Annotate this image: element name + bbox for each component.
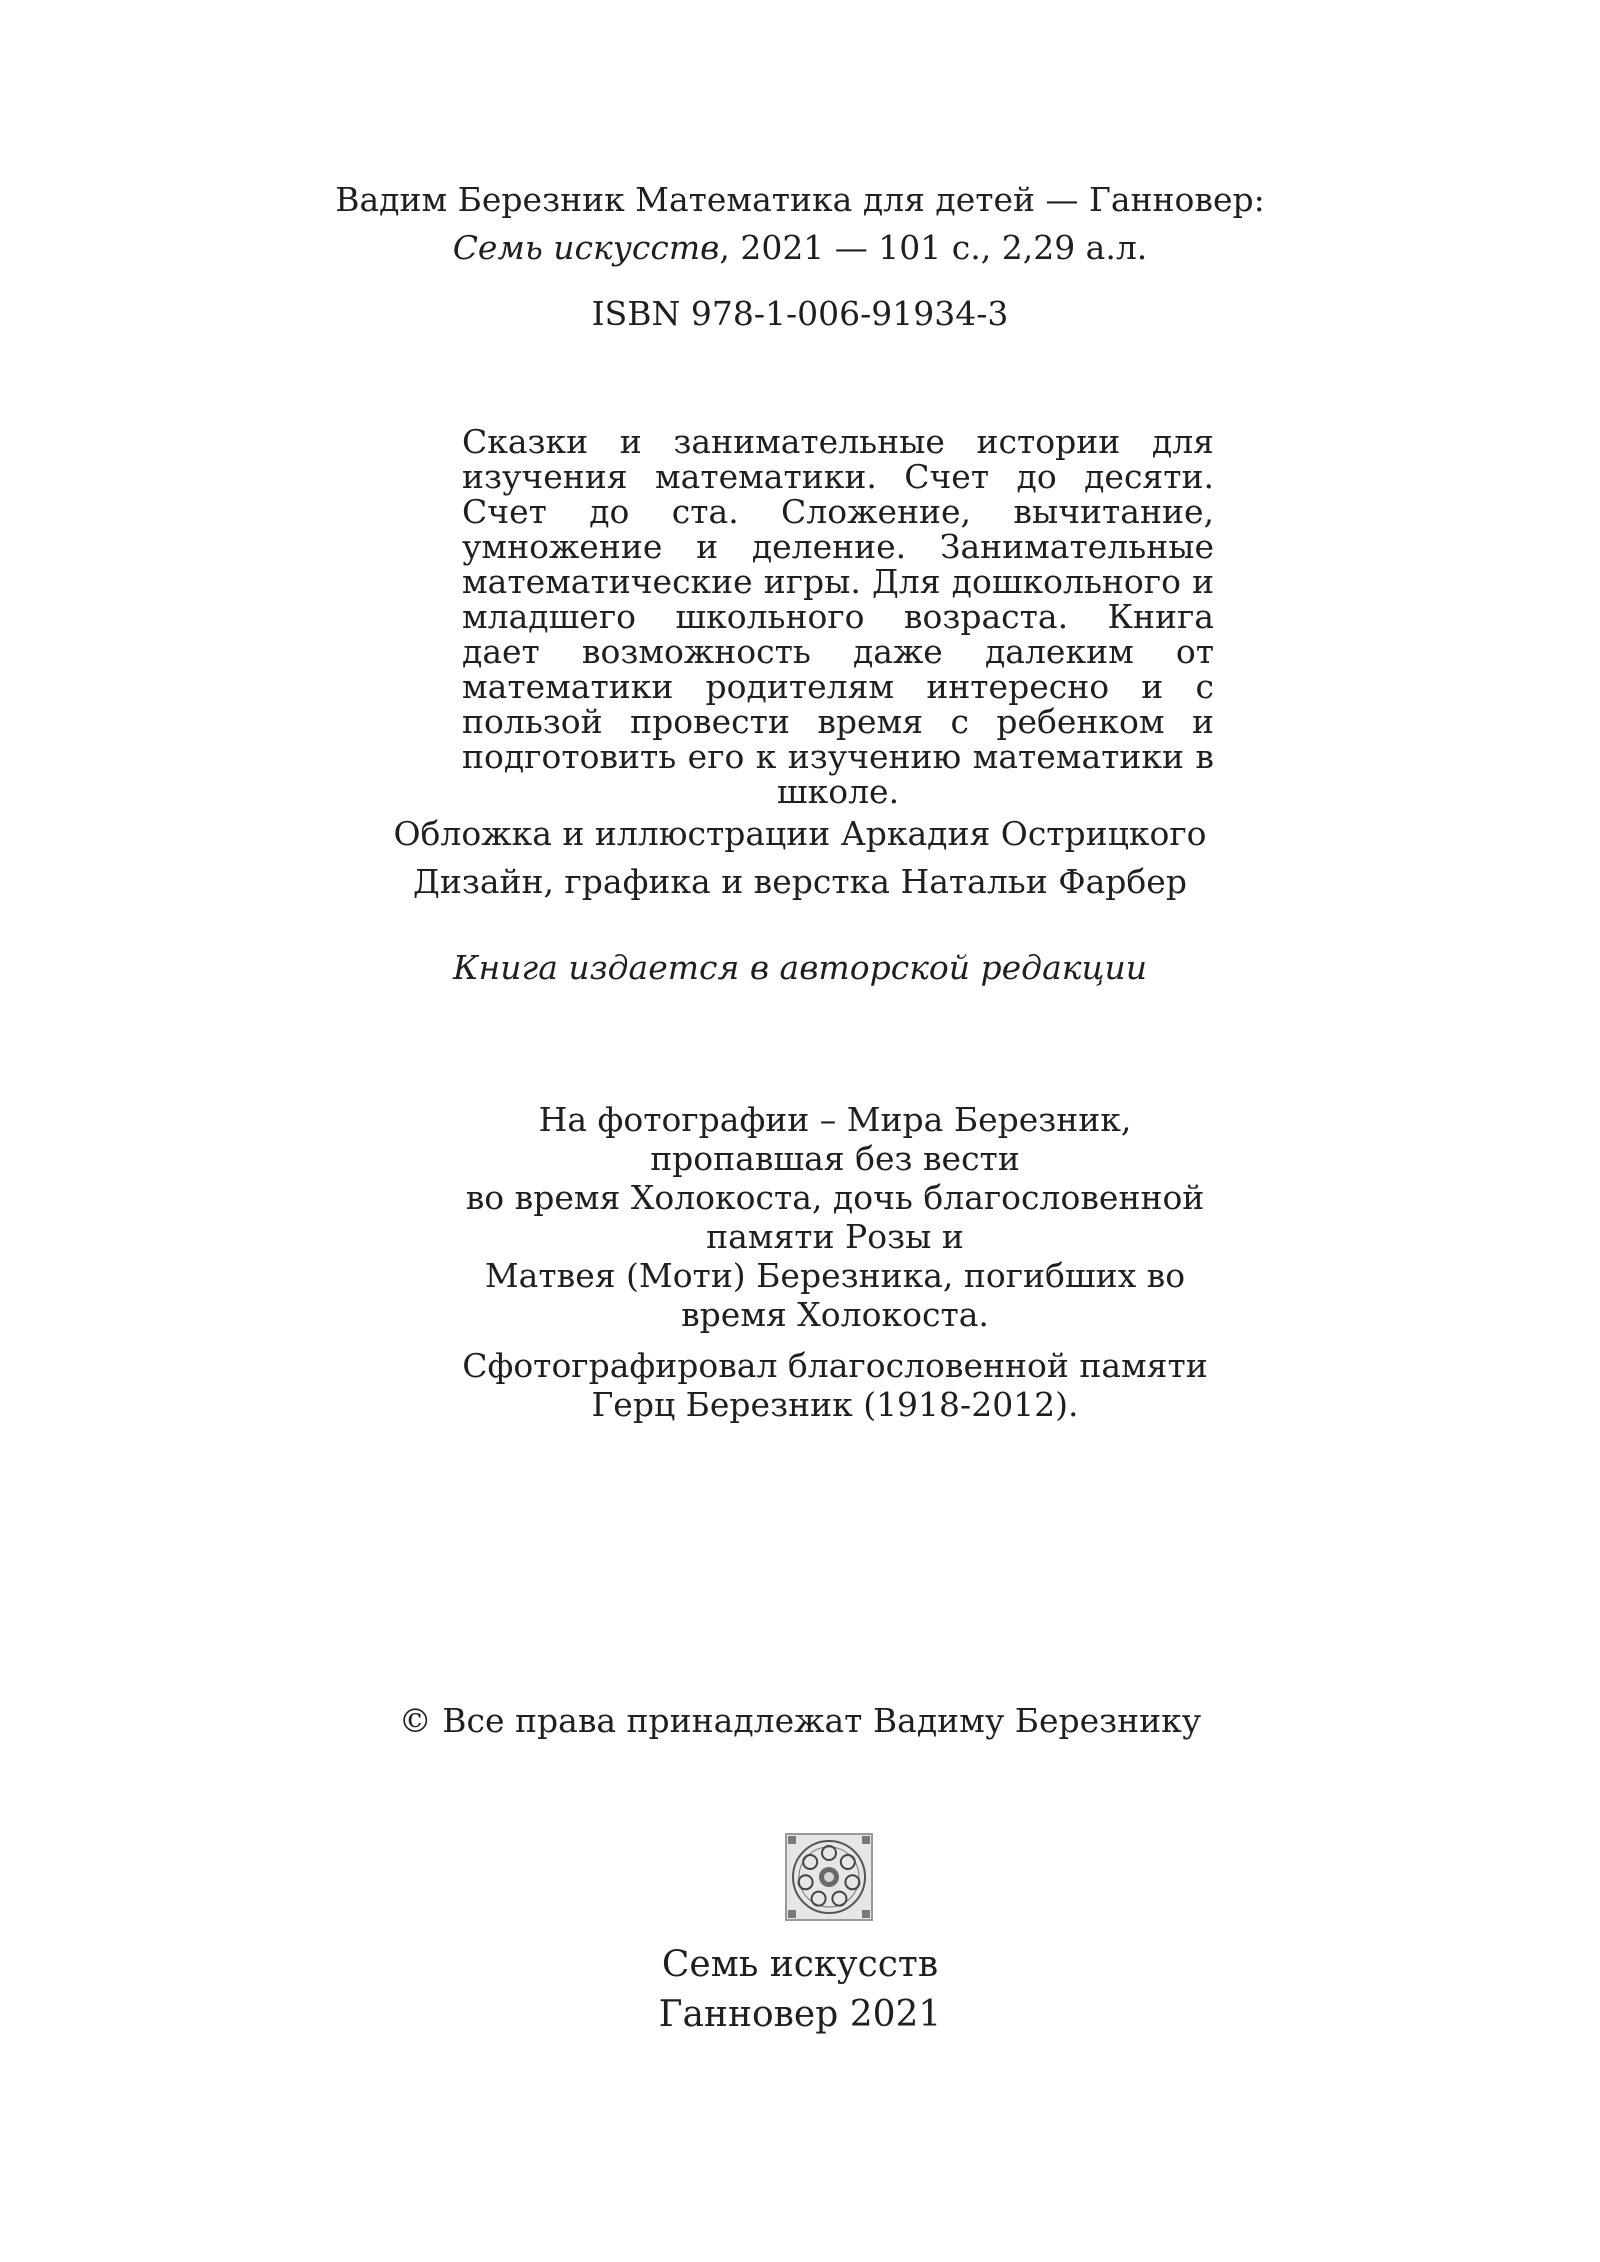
photo-caption-line-1: На фотографии – Мира Березник, пропавшая без вести [538, 1100, 1132, 1178]
publisher-rosette-icon [785, 1833, 873, 1921]
edition-note-text: Книга издается в авторской редакции [453, 948, 1147, 987]
publisher-rosette-icon-svg [785, 1833, 873, 1921]
publisher-imprint [0, 1940, 1600, 2040]
publisher-city-year: Ганновер 2021 [658, 1994, 942, 2035]
copyright-text: © Все права принадлежат Вадиму Березнику [398, 1701, 1202, 1740]
bibliographic-record [0, 176, 1600, 338]
credits [0, 810, 1600, 906]
photographer-line-1: Сфотографировал благословенной памяти [462, 1346, 1208, 1385]
publisher-name-italic: Семь искусств [452, 228, 720, 267]
edition-note [0, 944, 1600, 992]
publisher-name: Семь искусств [661, 1944, 939, 1985]
copyright [0, 1697, 1600, 1745]
bibliographic-line-2-rest: , 2021 — 101 с., 2,29 а.л. [719, 228, 1148, 267]
bibliographic-line-1: Вадим Березник Математика для детей — Ганновер: [335, 180, 1265, 219]
annotation: Сказки и занимательные истории для изучения математики. Счет до десяти. Счет до ста. Сложение, вычитание, умножение и деление. Занимательные математические игры. Для дошкольного и младшего школьного возраста. Книга дает возможность даже далеким от математики родителям интересно и с пользой провести время с ребенком и подготовить его к изучению математики в школе. [462, 422, 1214, 811]
photo-caption-line-3: Матвея (Моти) Березника, погибших во время Холокоста. [484, 1256, 1186, 1334]
cover-credit: Обложка и иллюстрации Аркадия Острицкого [393, 814, 1207, 853]
photo-caption-line-2: во время Холокоста, дочь благословенной памяти Розы и [465, 1178, 1205, 1256]
bibliographic-line-2 [0, 224, 1600, 272]
isbn: ISBN 978-1-006-91934-3 [591, 294, 1009, 333]
photographer-line-2: Герц Березник (1918-2012). [591, 1385, 1079, 1424]
photo-caption [450, 1100, 1220, 1424]
design-credit: Дизайн, графика и верстка Натальи Фарбер [413, 862, 1187, 901]
